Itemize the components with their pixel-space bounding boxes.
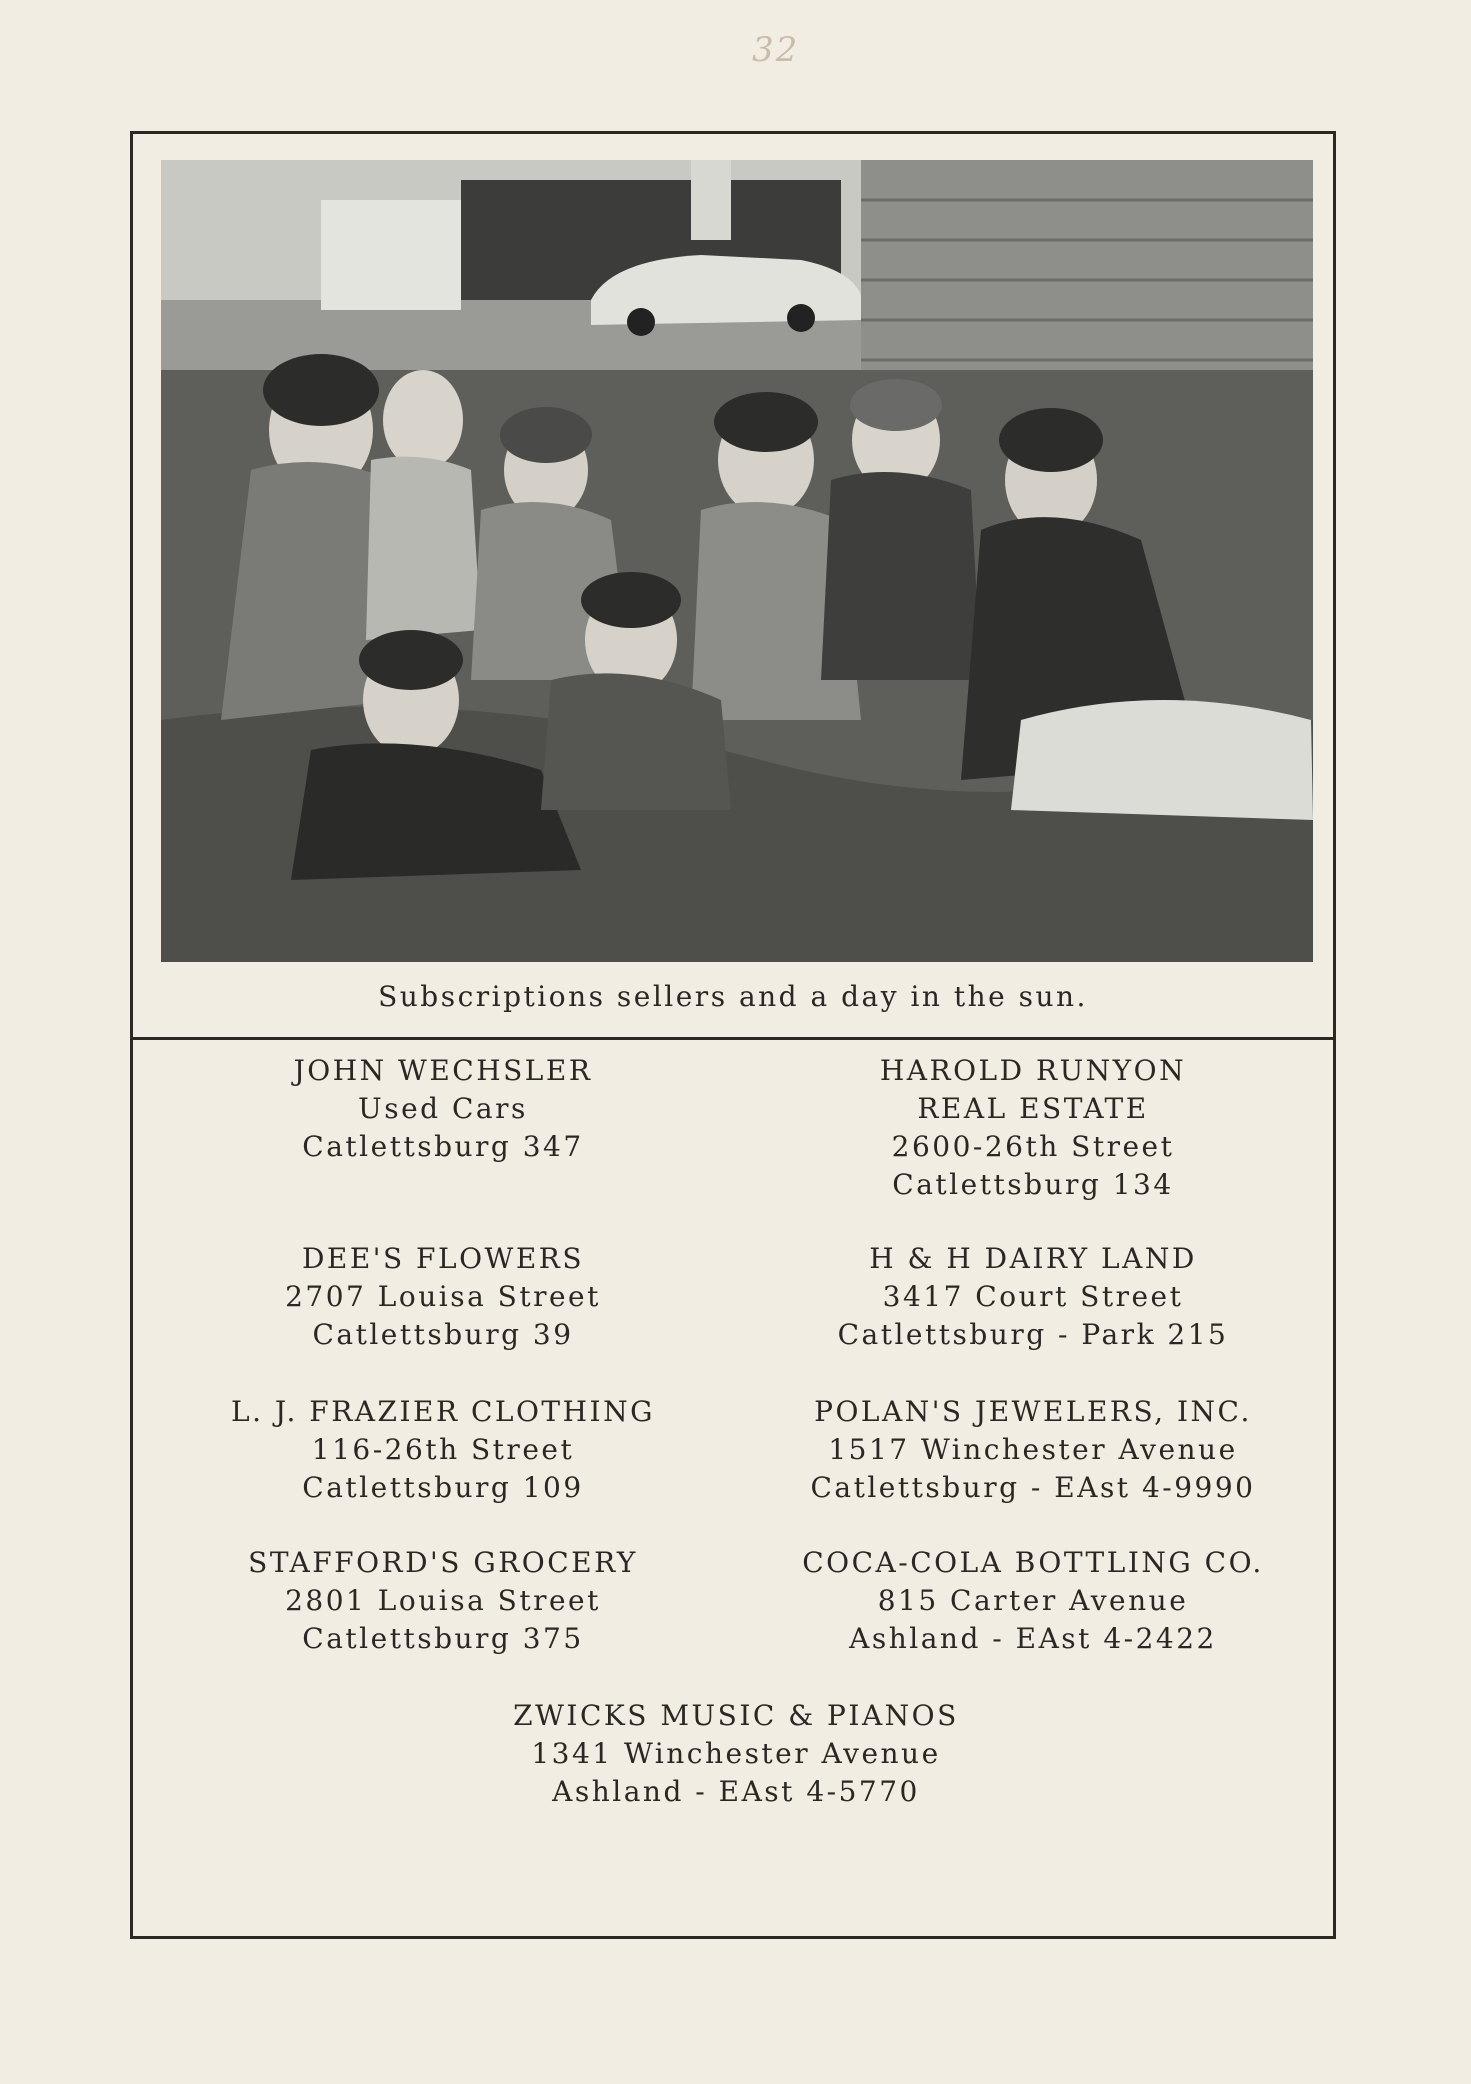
ad-name: HAROLD RUNYON <box>879 1054 1187 1087</box>
group-photo <box>161 160 1313 962</box>
ad-line: Catlettsburg 39 <box>312 1318 574 1351</box>
ad-staffords-grocery <box>183 1544 703 1658</box>
ad-name: ZWICKS MUSIC & PIANOS <box>513 1699 959 1732</box>
ad-line: Catlettsburg - Park 215 <box>837 1318 1229 1351</box>
page-number: 32 <box>752 30 800 70</box>
photo-section <box>133 134 1333 1040</box>
ad-line: REAL ESTATE <box>917 1092 1149 1125</box>
ad-line: Ashland - EAst 4-2422 <box>849 1622 1217 1655</box>
ad-line: Catlettsburg 134 <box>892 1168 1174 1201</box>
ad-line: Catlettsburg 347 <box>302 1130 584 1163</box>
ad-line: Used Cars <box>358 1092 528 1125</box>
ad-name: DEE'S FLOWERS <box>301 1242 585 1275</box>
ad-line: 2707 Louisa Street <box>285 1280 601 1313</box>
ad-zwicks-music <box>476 1697 996 1811</box>
ad-line: 2600-26th Street <box>891 1130 1175 1163</box>
page-frame <box>130 131 1336 1939</box>
ad-line: 1517 Winchester Avenue <box>828 1433 1238 1466</box>
ad-line: Catlettsburg - EAst 4-9990 <box>810 1471 1256 1504</box>
advertisements <box>133 1040 1333 1936</box>
ad-line: 116-26th Street <box>311 1433 575 1466</box>
ad-line: Catlettsburg 109 <box>302 1471 584 1504</box>
photo-caption: Subscriptions sellers and a day in the sun. <box>378 980 1088 1013</box>
ad-harold-runyon <box>773 1052 1293 1204</box>
ad-line: 1341 Winchester Avenue <box>531 1737 941 1770</box>
ad-name: L. J. FRAZIER CLOTHING <box>231 1395 655 1428</box>
ad-name: STAFFORD'S GROCERY <box>248 1546 638 1579</box>
ad-line: 2801 Louisa Street <box>285 1584 601 1617</box>
ad-line: 815 Carter Avenue <box>877 1584 1189 1617</box>
ad-line: Ashland - EAst 4-5770 <box>552 1775 920 1808</box>
ad-line: Catlettsburg 375 <box>302 1622 584 1655</box>
ad-polans-jewelers <box>773 1393 1293 1507</box>
ad-name: POLAN'S JEWELERS, INC. <box>814 1395 1252 1428</box>
ad-name: JOHN WECHSLER <box>293 1054 593 1087</box>
ad-frazier-clothing <box>183 1393 703 1507</box>
ad-coca-cola-bottling <box>773 1544 1293 1658</box>
ad-john-wechsler <box>183 1052 703 1166</box>
ad-hh-dairy-land <box>773 1240 1293 1354</box>
ad-dees-flowers <box>183 1240 703 1354</box>
ad-line: 3417 Court Street <box>882 1280 1184 1313</box>
ad-name: H & H DAIRY LAND <box>869 1242 1197 1275</box>
ad-name: COCA-COLA BOTTLING CO. <box>802 1546 1264 1579</box>
